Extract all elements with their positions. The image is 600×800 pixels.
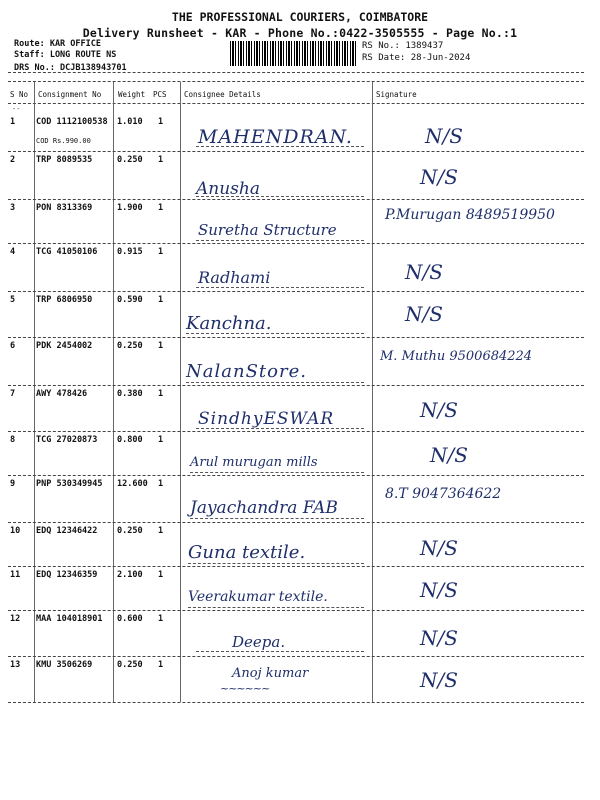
row-consignee-handwritten: Kanchna. <box>186 313 272 334</box>
row-consignee-handwritten: Anoj kumar <box>232 666 309 681</box>
consignee-underline <box>190 518 364 519</box>
row-signature: N/S <box>430 443 468 467</box>
row-consignment-no: TRP 8089535 <box>36 155 93 165</box>
row-divider <box>8 475 584 476</box>
row-pcs: 1 <box>158 526 164 536</box>
consignee-underline <box>196 196 364 197</box>
row-signature: N/S <box>420 668 458 692</box>
row-signature: P.Murugan 8489519950 <box>385 207 555 223</box>
row-weight: 0.590 <box>117 295 143 305</box>
row-signature: N/S <box>425 124 463 148</box>
row-divider <box>8 291 584 292</box>
row-sno: 2 <box>10 155 16 165</box>
row-pcs: 1 <box>158 155 164 165</box>
row-weight: 0.250 <box>117 155 143 165</box>
row-consignment-no: AWY 478426 <box>36 389 88 399</box>
column-header-consignee: Consignee Details <box>184 90 261 99</box>
row-sno: 9 <box>10 479 16 489</box>
row-sno: 1 <box>10 117 16 127</box>
row-consignment-no: TCG 41050106 <box>36 247 98 257</box>
row-signature: N/S <box>420 536 458 560</box>
row-signature: N/S <box>405 302 443 326</box>
row-sno: 5 <box>10 295 16 305</box>
row-weight: 0.250 <box>117 526 143 536</box>
scribble-mark: ~~~~~~ <box>220 682 270 695</box>
row-consignment-no: MAA 104018901 <box>36 614 103 624</box>
row-sno: 3 <box>10 203 16 213</box>
row-consignee-handwritten: Anusha <box>196 179 260 199</box>
row-consignment-no: COD 1112100538 <box>36 117 108 127</box>
row-sno: 6 <box>10 341 16 351</box>
row-signature: N/S <box>420 165 458 189</box>
column-header-sno: S No <box>10 90 29 99</box>
row-consignment-no: EDQ 12346422 <box>36 526 98 536</box>
row-consignee-handwritten: Arul murugan mills <box>190 455 318 470</box>
row-divider <box>8 385 584 386</box>
consignee-underline <box>196 287 364 288</box>
row-consignee-handwritten: Deepa. <box>232 633 286 651</box>
row-weight: 2.100 <box>117 570 143 580</box>
row-weight: 0.250 <box>117 341 143 351</box>
column-divider <box>113 82 114 702</box>
column-divider <box>180 82 181 702</box>
row-weight: 1.900 <box>117 203 143 213</box>
row-weight: 0.600 <box>117 614 143 624</box>
row-sno: 10 <box>10 526 21 536</box>
row-consignment-no: PON 8313369 <box>36 203 93 213</box>
row-divider <box>8 431 584 432</box>
row-consignee-handwritten: SindhyESWAR <box>198 409 335 429</box>
cod-amount: COD Rs.990.00 <box>36 137 91 145</box>
row-divider <box>8 656 584 657</box>
row-signature: N/S <box>405 260 443 284</box>
row-consignee-handwritten: Veerakumar textile. <box>188 589 328 605</box>
staff-label: Staff: LONG ROUTE NS <box>14 50 117 60</box>
rs-date: RS Date: 28-Jun-2024 <box>362 53 471 63</box>
column-divider <box>372 82 373 702</box>
column-header-pcs: PCS <box>153 90 167 99</box>
row-signature: N/S <box>420 626 458 650</box>
consignee-underline <box>196 428 364 429</box>
row-signature: N/S <box>420 398 458 422</box>
row-divider <box>8 566 584 567</box>
row-sno: 7 <box>10 389 16 399</box>
row-pcs: 1 <box>158 203 164 213</box>
row-sno: 8 <box>10 435 16 445</box>
header-rule-second <box>8 81 584 82</box>
row-pcs: 1 <box>158 570 164 580</box>
consignee-underline <box>186 333 364 334</box>
row-weight: 0.800 <box>117 435 143 445</box>
row-consignee-handwritten: NalanStore. <box>186 361 307 382</box>
column-header-signature: Signature <box>376 90 417 99</box>
row-weight: 1.010 <box>117 117 143 127</box>
row-divider <box>8 522 584 523</box>
header-rule-top <box>8 72 584 73</box>
row-consignment-no: KMU 3506269 <box>36 660 93 670</box>
row-consignee-handwritten: MAHENDRAN. <box>198 126 353 148</box>
column-header-consignment: Consignment No <box>38 90 102 99</box>
row-consignment-no: PDK 2454002 <box>36 341 93 351</box>
row-pcs: 1 <box>158 660 164 670</box>
column-header-rule <box>8 103 584 104</box>
row-weight: 0.380 <box>117 389 143 399</box>
consignee-underline <box>196 146 364 147</box>
dash-mark: -- <box>12 105 21 113</box>
row-consignment-no: PNP 530349945 <box>36 479 103 489</box>
runsheet-subtitle: Delivery Runsheet - KAR - Phone No.:0422-3505555 - Page No.:1 <box>82 26 518 40</box>
row-consignee-handwritten: Jayachandra FAB <box>190 498 338 518</box>
row-pcs: 1 <box>158 614 164 624</box>
row-pcs: 1 <box>158 435 164 445</box>
row-signature: 8.T 9047364622 <box>385 486 502 502</box>
row-weight: 0.915 <box>117 247 143 257</box>
consignee-underline <box>196 240 364 241</box>
row-weight: 0.250 <box>117 660 143 670</box>
consignee-underline <box>186 382 364 383</box>
drs-number: DRS No.: DCJB138943701 <box>14 63 127 73</box>
row-sno: 4 <box>10 247 16 257</box>
column-divider <box>34 82 35 702</box>
row-consignee-handwritten: Guna textile. <box>188 542 306 563</box>
row-pcs: 1 <box>158 341 164 351</box>
barcode-image <box>230 41 356 66</box>
row-divider <box>8 337 584 338</box>
row-pcs: 1 <box>158 295 164 305</box>
route-label: Route: KAR OFFICE <box>14 39 101 49</box>
row-consignment-no: EDQ 12346359 <box>36 570 98 580</box>
row-divider <box>8 151 584 152</box>
consignee-underline <box>190 472 364 473</box>
row-consignment-no: TCG 27020873 <box>36 435 98 445</box>
consignee-underline <box>188 607 364 608</box>
row-pcs: 1 <box>158 479 164 489</box>
row-divider <box>8 243 584 244</box>
row-consignee-handwritten: Suretha Structure <box>198 221 337 239</box>
row-sno: 12 <box>10 614 21 624</box>
table-bottom-rule <box>8 702 584 703</box>
column-header-weight: Weight <box>118 90 146 99</box>
row-weight: 12.600 <box>117 479 148 489</box>
row-sno: 13 <box>10 660 21 670</box>
row-consignment-no: TRP 6806950 <box>36 295 93 305</box>
row-sno: 11 <box>10 570 21 580</box>
consignee-underline <box>188 563 364 564</box>
row-signature: M. Muthu 9500684224 <box>380 349 533 364</box>
row-consignee-handwritten: Radhami <box>198 268 271 287</box>
row-divider <box>8 199 584 200</box>
runsheet-title: THE PROFESSIONAL COURIERS, COIMBATORE <box>171 10 429 24</box>
row-pcs: 1 <box>158 247 164 257</box>
row-pcs: 1 <box>158 389 164 399</box>
row-signature: N/S <box>420 578 458 602</box>
row-divider <box>8 610 584 611</box>
consignee-underline <box>196 651 364 652</box>
rs-number: RS No.: 1389437 <box>362 41 444 51</box>
row-pcs: 1 <box>158 117 164 127</box>
